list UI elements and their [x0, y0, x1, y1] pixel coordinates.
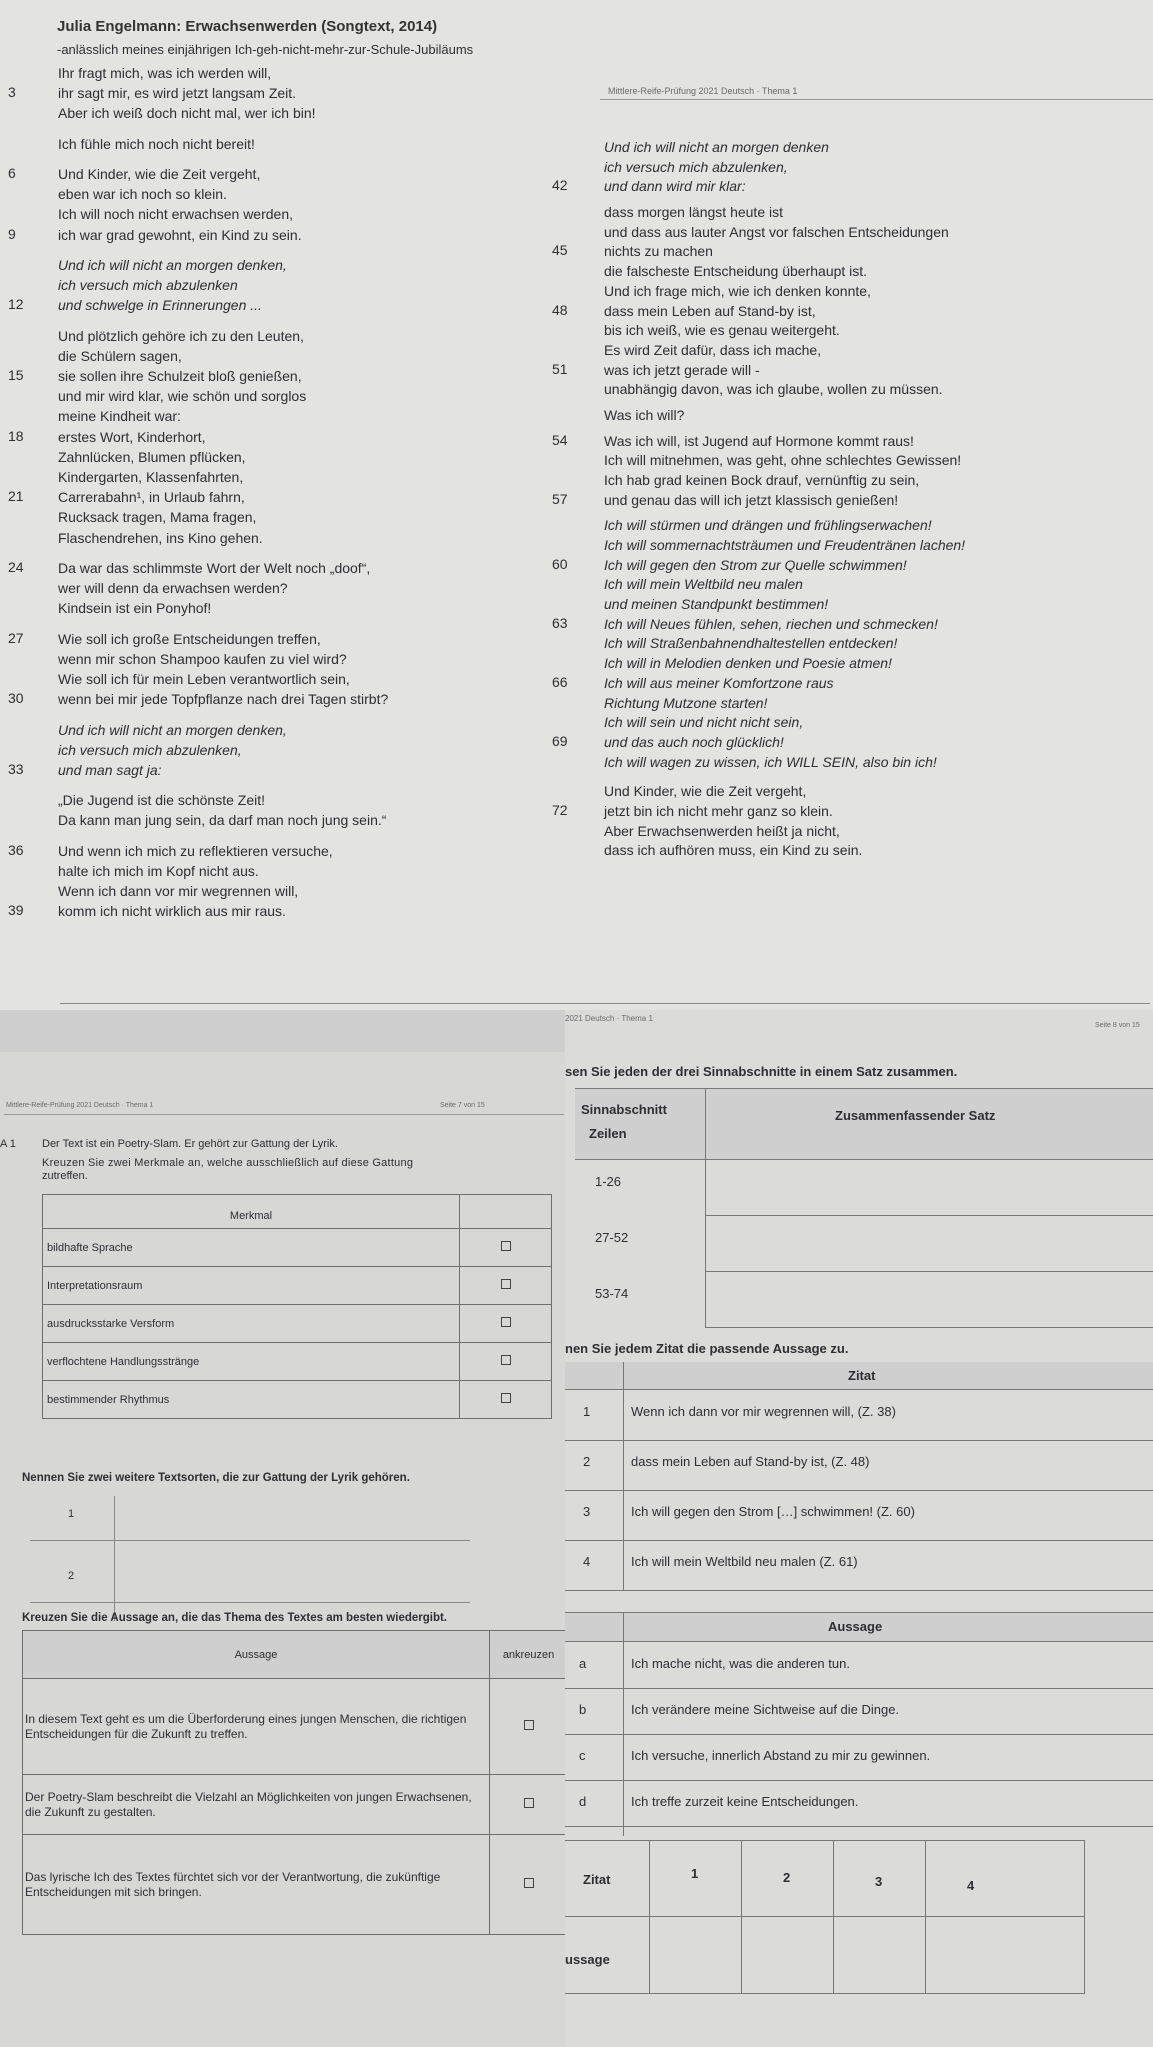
sinn-header: Sinnabschnitt [581, 1102, 667, 1117]
grid-answer-cell[interactable] [926, 1917, 1017, 1993]
poem-line: ich war grad gewohnt, ein Kind zu sein. [58, 226, 302, 243]
zitat-number: 4 [583, 1554, 591, 1569]
poem-line: Ich will mein Weltbild neu malen [604, 576, 803, 593]
tasks-left-page [0, 1052, 565, 2047]
poem-line: komm ich nicht wirklich aus mir raus. [58, 903, 286, 920]
aussage-checkbox[interactable] [524, 1878, 534, 1888]
poem-line: Ich hab grad keinen Bock drauf, vernünftig zu sein, [604, 471, 920, 488]
poem-line: Ich will stürmen und drängen und frühlingserwachen! [604, 517, 932, 534]
line-number: 30 [8, 690, 24, 707]
aussage-option-text: Ich versuche, innerlich Abstand zu mir zu gewinnen. [631, 1748, 931, 1763]
merkmal-label: bildhafte Sprache [43, 1229, 460, 1267]
line-number: 27 [8, 629, 24, 646]
zeilen-header: Zeilen [589, 1126, 627, 1141]
answer-grid [565, 1840, 1085, 1994]
poem-line: Wie soll ich für mein Leben verantwortlich sein, [58, 671, 350, 687]
aussage-option-letter: c [579, 1748, 586, 1763]
poem-line: Was ich will? [604, 406, 685, 423]
poem-line: eben war ich noch so klein. [58, 186, 227, 203]
sinn-row-lines: 1-26 [595, 1174, 622, 1189]
zitat-table [565, 1362, 1153, 1590]
poem-line: Da kann man jung sein, da darf man noch jung sein.“ [58, 812, 387, 829]
grid-answer-cell[interactable] [834, 1917, 925, 1993]
bottom-rule [60, 1003, 1150, 1004]
aussage-option-letter: b [579, 1702, 587, 1717]
poem-title: Julia Engelmann: Erwachsenwerden (Songtext, 2014) [57, 18, 438, 35]
line-number: 3 [8, 84, 16, 101]
poem-line: Rucksack tragen, Mama fragen, [58, 509, 257, 526]
textsorten-answer-line[interactable] [30, 1540, 470, 1541]
poem-line: und genau das will ich jetzt klassisch genießen! [604, 491, 899, 508]
tasks-right-page-number: Seite 8 von 15 [1095, 1022, 1140, 1029]
sinn-instruction: sen Sie jeden der drei Sinnabschnitte in einem Satz zusammen. [565, 1064, 958, 1079]
sinn-answer-field[interactable] [706, 1272, 1153, 1328]
zitat-instruction: nen Sie jedem Zitat die passende Aussage zu. [565, 1341, 849, 1356]
poem-line: Flaschendrehen, ins Kino gehen. [58, 529, 263, 546]
line-number: 57 [552, 490, 568, 507]
line-number: 21 [8, 488, 24, 505]
aussage-option-border [565, 1734, 1153, 1735]
poem-line: ich versuch mich abzulenken, [58, 741, 242, 758]
poem-line: Ihr fragt mich, was ich werden will, [58, 65, 272, 81]
poem-line: „Die Jugend ist die schönste Zeit! [58, 792, 265, 809]
aussage-row [23, 1775, 566, 1835]
merkmal-label: ausdrucksstarke Versform [43, 1305, 460, 1343]
poem-line: und schwelge in Erinnerungen ... [58, 297, 262, 314]
poem-line: Und plötzlich gehöre ich zu den Leuten, [58, 327, 304, 344]
task-a1-instruction: Kreuzen Sie zwei Merkmale an, welche ausschließlich auf diese Gattung [42, 1157, 414, 1169]
aussage-row [23, 1835, 566, 1935]
poem-line: Aber ich weiß doch nicht mal, wer ich bin! [58, 105, 316, 122]
poem-line: dass morgen längst heute ist [604, 204, 783, 220]
tasks-right-header: 2021 Deutsch · Thema 1 [565, 1014, 653, 1023]
poem-left-column [8, 64, 568, 994]
line-number: 36 [8, 841, 24, 858]
line-number: 9 [8, 225, 16, 242]
line-number: 63 [552, 614, 568, 631]
poem-line: Ich will gegen den Strom zur Quelle schwimmen! [604, 556, 907, 573]
line-number: 60 [552, 555, 568, 572]
grid-col-label: 4 [967, 1878, 975, 1893]
poem-line: Ich will noch nicht erwachsen werden, [58, 206, 294, 223]
aussage-option-border [565, 1826, 1153, 1827]
merkmal-label: Interpretationsraum [43, 1267, 460, 1305]
merkmal-table [42, 1194, 552, 1419]
merkmal-header: Merkmal [43, 1195, 460, 1229]
poem-line: Wie soll ich große Entscheidungen treffen, [58, 630, 321, 647]
sinn-row-lines: 53-74 [595, 1286, 629, 1301]
line-number: 72 [552, 801, 568, 818]
poem-line: Es wird Zeit dafür, dass ich mache, [604, 341, 822, 358]
poem-line: Ich will sein und nicht nicht sein, [604, 714, 804, 731]
poem-line: und meinen Standpunkt bestimmen! [604, 596, 829, 613]
poem-line: Und ich will nicht an morgen denken, [58, 256, 287, 273]
poem-line: was ich jetzt gerade will - [604, 361, 760, 378]
poem-line: Und Kinder, wie die Zeit vergeht, [58, 166, 261, 182]
poem-line: Ich will in Melodien denken und Poesie atmen! [604, 655, 892, 672]
line-number: 12 [8, 296, 24, 313]
task-a1-label: A 1 [0, 1138, 16, 1150]
poem-line: wenn mir schon Shampoo kaufen zu viel wird? [58, 650, 347, 667]
zusammen-header: Zusammenfassender Satz [835, 1108, 996, 1123]
merkmal-row [43, 1305, 552, 1343]
ankreuzen-header: ankreuzen [490, 1631, 566, 1679]
poem-line: Ich will sommernachtsträumen und Freudentränen lachen! [604, 536, 966, 553]
merkmal-row [43, 1229, 552, 1267]
aussage-text: Der Poetry-Slam beschreibt die Vielzahl an Möglichkeiten von jungen Erwachsenen, die Zukunft zu gestalten. [23, 1775, 490, 1835]
poem-line: Was ich will, ist Jugend auf Hormone kommt raus! [604, 432, 914, 449]
zitat-text: Ich will mein Weltbild neu malen (Z. 61) [631, 1554, 858, 1569]
zitat-row-border [565, 1490, 1153, 1491]
zitat-number: 3 [583, 1504, 591, 1519]
line-number: 6 [8, 165, 16, 181]
poem-line: ich versuch mich abzulenken [58, 277, 238, 294]
poem-line: Ich fühle mich noch nicht bereit! [58, 135, 255, 152]
merkmal-checkbox[interactable] [501, 1317, 511, 1327]
aussage-option-text: Ich treffe zurzeit keine Entscheidungen. [631, 1794, 859, 1809]
aussage-text: Das lyrische Ich des Textes fürchtet sich vor der Verantwortung, die zukünftige Entscheidungen mit sich bringen. [23, 1835, 490, 1935]
poem-line: Richtung Mutzone starten! [604, 694, 768, 711]
aussage-instruction: Kreuzen Sie die Aussage an, die das Thema des Textes am besten wiedergibt. [22, 1612, 448, 1624]
tasks-left-header: Mittlere-Reife-Prüfung 2021 Deutsch · Thema 1 [6, 1102, 154, 1109]
poem-line: die falscheste Entscheidung überhaupt ist. [604, 263, 868, 280]
line-number: 45 [552, 242, 568, 259]
line-number: 33 [8, 760, 24, 777]
task-a1-text: Der Text ist ein Poetry-Slam. Er gehört zur Gattung der Lyrik. [42, 1138, 338, 1150]
tasks-left-page-number: Seite 7 von 15 [440, 1102, 485, 1109]
aussage-checkbox[interactable] [524, 1720, 534, 1730]
poem-line: halte ich mich im Kopf nicht aus. [58, 862, 259, 879]
poem-line: jetzt bin ich nicht mehr ganz so klein. [604, 802, 833, 819]
tasks-right-page [565, 1010, 1153, 2047]
line-number: 51 [552, 360, 568, 377]
zitat-number: 2 [583, 1454, 591, 1469]
poem-line: und das auch noch glücklich! [604, 733, 784, 750]
poem-line: dass ich aufhören muss, ein Kind zu sein. [604, 842, 863, 859]
poem-line: erstes Wort, Kinderhort, [58, 428, 206, 445]
merkmal-checkbox[interactable] [501, 1241, 511, 1251]
poem-line: und dass aus lauter Angst vor falschen Entscheidungen [604, 223, 949, 240]
aussage-option-text: Ich verändere meine Sichtweise auf die Dinge. [631, 1702, 900, 1717]
poem-line: Und ich will nicht an morgen denken, [58, 721, 287, 738]
task-a1-instruction-2: zutreffen. [42, 1170, 88, 1182]
aussage-option-text: Ich mache nicht, was die anderen tun. [631, 1656, 850, 1671]
header-rule [4, 1114, 564, 1115]
grid-answer-cell[interactable] [742, 1917, 833, 1993]
poem-line: ich versuch mich abzulenken, [604, 158, 788, 175]
poem-line: Wenn ich dann vor mir wegrennen will, [58, 883, 299, 900]
merkmal-checkbox[interactable] [501, 1279, 511, 1289]
poem-line: Und wenn ich mich zu reflektieren versuche, [58, 842, 333, 859]
poem-line: und man sagt ja: [58, 761, 162, 778]
textsorten-answer-line[interactable] [30, 1602, 470, 1603]
merkmal-row [43, 1343, 552, 1381]
textsorten-number: 2 [68, 1570, 75, 1582]
zitat-header: Zitat [848, 1368, 876, 1383]
poem-line: Carrerabahn¹, in Urlaub fahrn, [58, 489, 245, 506]
grid-col-label: 1 [691, 1866, 699, 1881]
sinn-table [575, 1088, 1153, 1328]
sinn-answer-field[interactable] [706, 1160, 1153, 1216]
aussage-checkbox[interactable] [524, 1798, 534, 1808]
merkmal-label: bestimmender Rhythmus [43, 1381, 460, 1419]
aussage-text: In diesem Text geht es um die Überforderung eines jungen Menschen, die richtigen Entscheidungen für die Zukunft zu treffen. [23, 1679, 490, 1775]
poem-line: nichts zu machen [604, 243, 713, 260]
poem-line: Ich will wagen zu wissen, ich WILL SEIN, also bin ich! [604, 753, 937, 770]
poem-header-right: Mittlere-Reife-Prüfung 2021 Deutsch · Thema 1 [608, 86, 798, 96]
aussage-option-border [565, 1780, 1153, 1781]
merkmal-checkbox[interactable] [501, 1355, 511, 1365]
sinn-answer-field[interactable] [706, 1216, 1153, 1272]
poem-line: Aber Erwachsenwerden heißt ja nicht, [604, 822, 840, 839]
merkmal-row [43, 1267, 552, 1305]
zitat-text: dass mein Leben auf Stand-by ist, (Z. 48) [631, 1454, 870, 1469]
poem-line: Und Kinder, wie die Zeit vergeht, [604, 783, 807, 800]
poem-line: unabhängig davon, was ich glaube, wollen zu müssen. [604, 381, 943, 398]
poem-line: Da war das schlimmste Wort der Welt noch „doof“, [58, 559, 371, 576]
poem-line: meine Kindheit war: [58, 408, 181, 425]
header-rule [600, 99, 1153, 100]
poem-right-column [552, 138, 1152, 1008]
zitat-row-border [565, 1540, 1153, 1541]
line-number: 66 [552, 673, 568, 690]
textsorten-number: 1 [68, 1508, 75, 1520]
aussage-option-letter: d [579, 1794, 587, 1809]
poem-line: Kindsein ist ein Ponyhof! [58, 600, 212, 617]
line-number: 15 [8, 367, 24, 383]
aussage-table [22, 1630, 565, 1935]
poem-line: sie sollen ihre Schulzeit bloß genießen, [58, 368, 302, 384]
grid-answer-cell[interactable] [650, 1917, 741, 1993]
poem-line: wer will denn da erwachsen werden? [58, 580, 288, 597]
poem-line: dass mein Leben auf Stand-by ist, [604, 302, 816, 319]
zitat-text: Wenn ich dann vor mir wegrennen will, (Z. 38) [631, 1404, 896, 1419]
poem-line: Ich will Neues fühlen, sehen, riechen und schmecken! [604, 615, 938, 632]
grid-zitat-label: Zitat [583, 1872, 611, 1887]
aussage-row [23, 1679, 566, 1775]
poem-line: wenn bei mir jede Topfpflanze nach drei Tagen stirbt? [58, 691, 389, 708]
poem-line: Ich will mitnehmen, was geht, ohne schlechtes Gewissen! [604, 452, 962, 469]
aussage-header: Aussage [23, 1631, 490, 1679]
poem-line: ihr sagt mir, es wird jetzt langsam Zeit. [58, 85, 297, 102]
sinn-row-lines: 27-52 [595, 1230, 629, 1245]
line-number: 24 [8, 558, 24, 575]
poem-line: Zahnlücken, Blumen pflücken, [58, 448, 246, 465]
line-number: 39 [8, 902, 24, 919]
textsorten-table [30, 1496, 470, 1626]
line-number: 69 [552, 732, 568, 749]
merkmal-label: verflochtene Handlungsstränge [43, 1343, 460, 1381]
poem-line: und dann wird mir klar: [604, 178, 746, 195]
textsorten-instruction: Nennen Sie zwei weitere Textsorten, die zur Gattung der Lyrik gehören. [22, 1472, 410, 1484]
grid-col-label: 3 [875, 1874, 883, 1889]
line-number: 54 [552, 431, 568, 448]
aussage-option-letter: a [579, 1656, 587, 1671]
poem-page [0, 0, 1153, 1010]
line-number: 48 [552, 301, 568, 318]
poem-line: die Schülern sagen, [58, 347, 182, 364]
zitat-row-border [565, 1440, 1153, 1441]
merkmal-checkbox[interactable] [501, 1393, 511, 1403]
line-number: 18 [8, 427, 24, 444]
poem-line: Ich will Straßenbahnendhaltestellen entdecken! [604, 635, 898, 652]
zitat-row-border [565, 1590, 1153, 1591]
aussage-option-border [565, 1688, 1153, 1689]
grid-col-label: 2 [783, 1870, 791, 1885]
poem-subtitle: -anlässlich meines einjährigen Ich-geh-nicht-mehr-zur-Schule-Jubiläums [57, 42, 474, 57]
aussage-options-table [565, 1612, 1153, 1836]
poem-line: bis ich weiß, wie es genau weitergeht. [604, 322, 840, 339]
poem-line: Ich will aus meiner Komfortzone raus [604, 674, 834, 691]
poem-line: und mir wird klar, wie schön und sorglos [58, 388, 307, 405]
poem-line: Und ich frage mich, wie ich denken konnte, [604, 282, 871, 299]
grid-aussage-label: ussage [565, 1952, 610, 1967]
zitat-text: Ich will gegen den Strom […] schwimmen! (Z. 60) [631, 1504, 915, 1519]
merkmal-row [43, 1381, 552, 1419]
poem-line: Und ich will nicht an morgen denken [604, 139, 829, 155]
poem-line: Kindergarten, Klassenfahrten, [58, 469, 244, 485]
line-number: 42 [552, 177, 568, 194]
aussage-options-header: Aussage [828, 1619, 883, 1634]
zitat-number: 1 [583, 1404, 591, 1419]
